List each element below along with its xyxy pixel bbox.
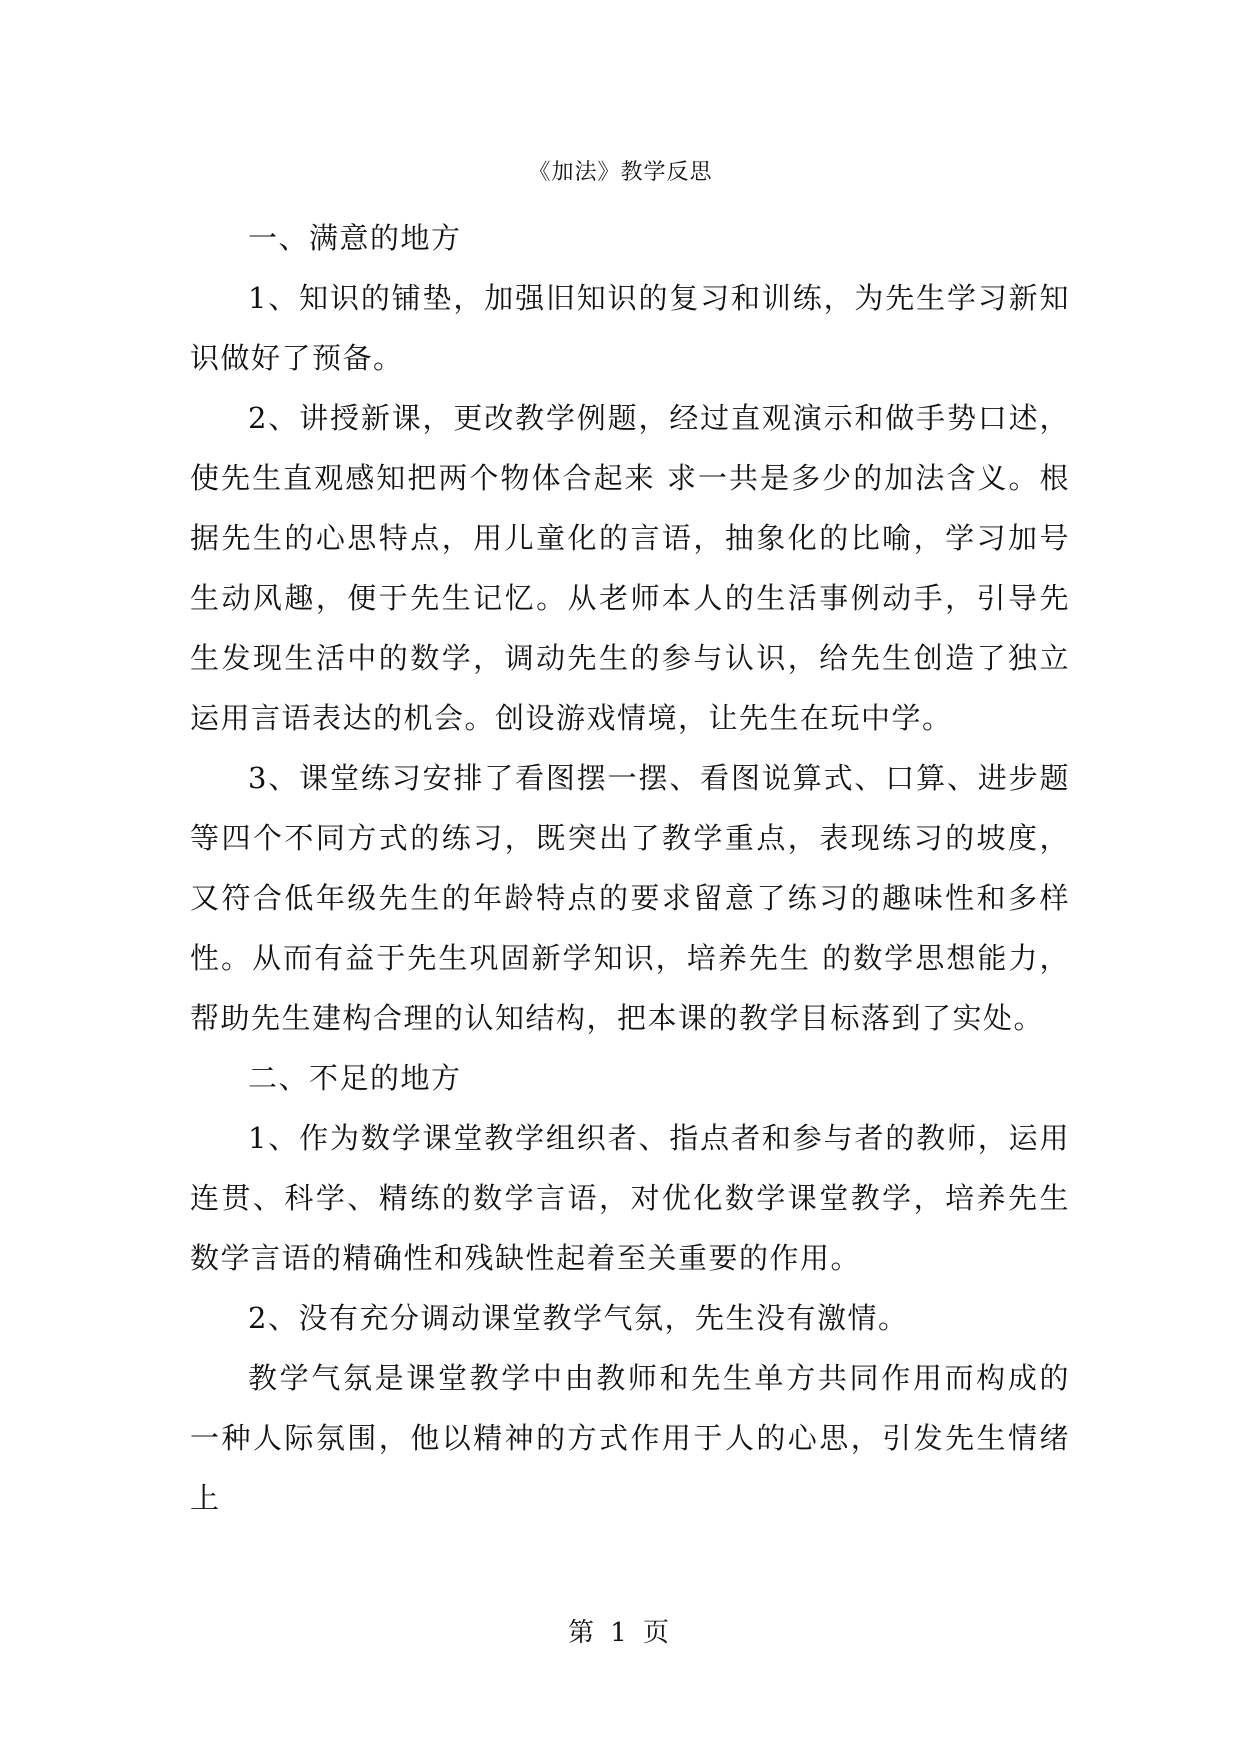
- paragraph-5: 2、没有充分调动课堂教学气氛，先生没有激情。: [248, 1301, 909, 1335]
- paragraph-3: 3、课堂练习安排了看图摆一摆、看图说算式、口算、进步题等四个不同方式的练习，既突出了教学重点，表现练习的坡度，又符合低年级先生的年龄特点的要求留意了练习的趣味性和多样性。从而有益于先生巩固新学知识，培养先生 的数学思想能力，帮助先生建构合理的认知结构，把本课的教学目标落到了实处。: [190, 761, 1070, 1035]
- section-heading-satisfied: 一、满意的地方: [248, 221, 462, 255]
- paragraph-1: 1、知识的铺垫，加强旧知识的复习和训练，为先生学习新知识做好了预备。: [190, 281, 1070, 375]
- document-body: [190, 208, 1070, 1528]
- page-number: 第 1 页: [567, 1618, 674, 1648]
- paragraph-4: 1、作为数学课堂教学组织者、指点者和参与者的教师，运用连贯、科学、精练的数学言语，对优化数学课堂教学，培养先生数学言语的精确性和残缺性起着至关重要的作用。: [190, 1121, 1070, 1275]
- document-title: 《加法》教学反思: [528, 160, 713, 185]
- section-heading-shortcomings: 二、不足的地方: [248, 1061, 462, 1095]
- paragraph-6: 教学气氛是课堂教学中由教师和先生单方共同作用而构成的一种人际氛围，他以精神的方式作用于人的心思，引发先生情绪上: [190, 1361, 1070, 1515]
- paragraph-2: 2、讲授新课，更改教学例题，经过直观演示和做手势口述，使先生直观感知把两个物体合起来 求一共是多少的加法含义。根据先生的心思特点，用儿童化的言语，抽象化的比喻，学习加号生动风趣，便于先生记忆。从老师本人的生活事例动手，引导先生发现生活中的数学，调动先生的参与认识，给先生创造了独立运用言语表达的机会。创设游戏情境，让先生在玩中学。: [190, 401, 1070, 735]
